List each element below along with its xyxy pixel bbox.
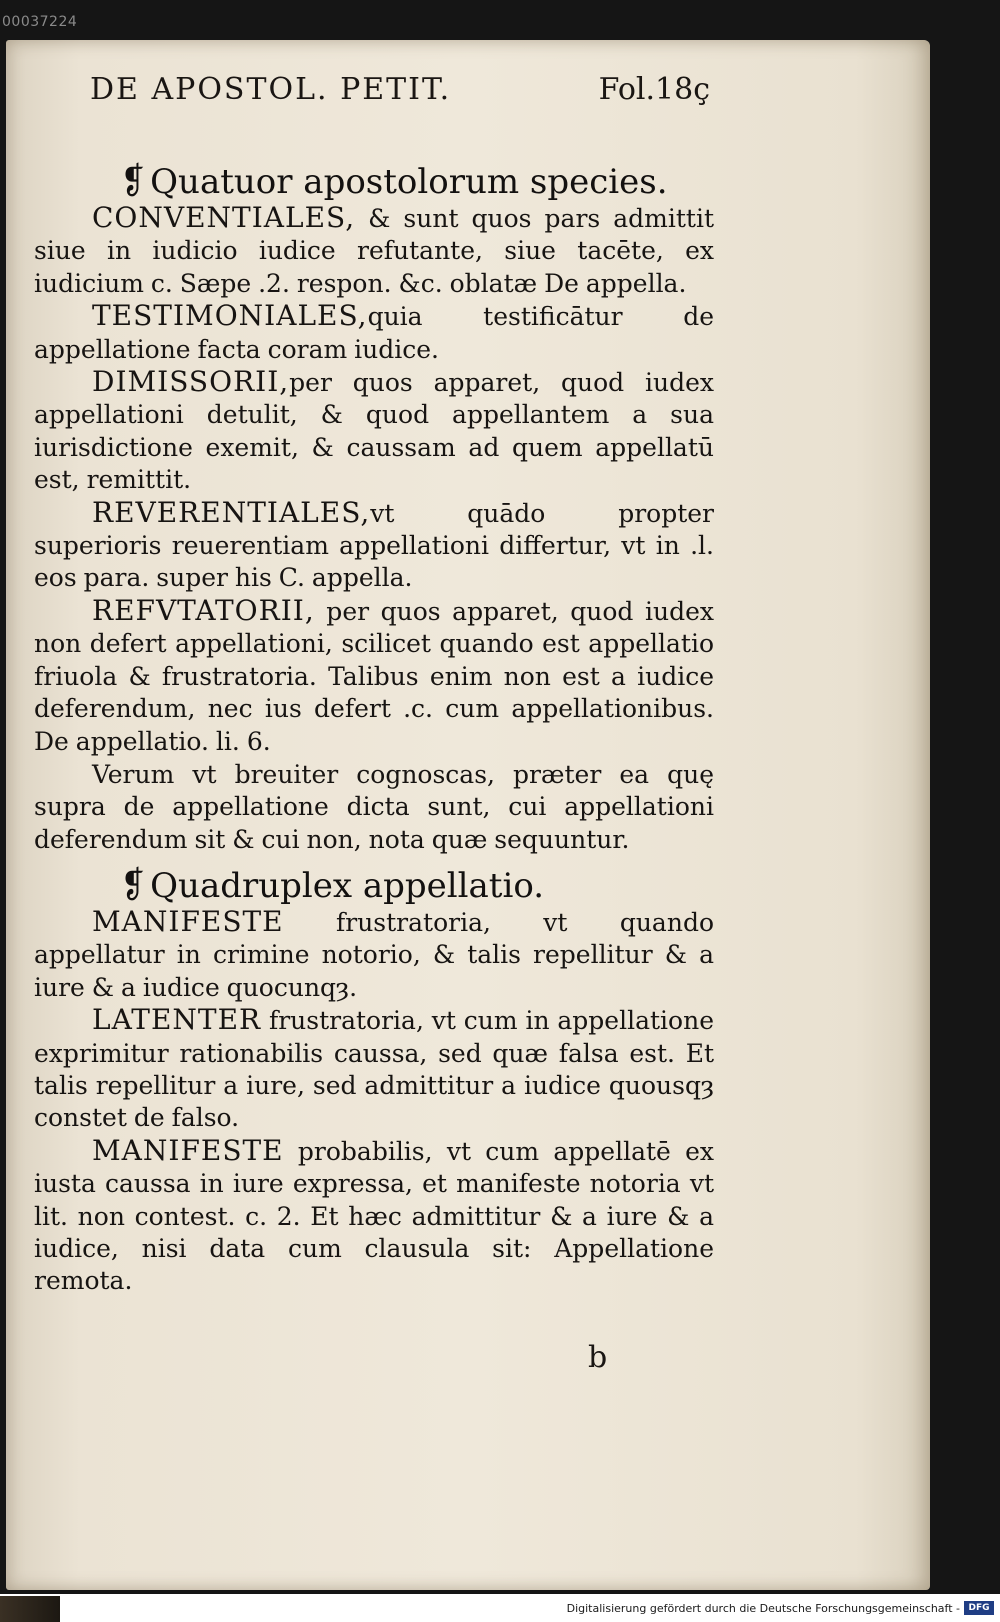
- entry-manifeste-frustratoria: [34, 906, 714, 1004]
- entry-verum: [34, 758, 714, 856]
- running-head-title: DE APOSTOL. PETIT.: [90, 72, 452, 107]
- section-heading-text: Quatuor apostolorum species.: [150, 162, 668, 202]
- footer-credit: Digitalisierung gefördert durch die Deutsche Forschungsgemeinschaft -: [566, 1602, 960, 1615]
- entry-term: REVERENTIALES,: [92, 495, 371, 529]
- entry-text: quia testificātur de appellatione facta coram iudice.: [34, 302, 714, 364]
- entry-term: LATENTER: [92, 1003, 262, 1037]
- entry-manifeste-probabilis: [34, 1135, 714, 1298]
- entry-text: & sunt quos pars admittit siue in iudicio iudice refutante, siue tacēte, ex iudicium c. Sæpe .2. respon. &c. oblatæ De appella.: [34, 204, 714, 298]
- signature-mark: b: [588, 1340, 608, 1375]
- pilcrow-icon: ❡: [121, 161, 146, 202]
- entry-text: per quos apparet, quod iudex appellationi detulit, & quod appellantem a sua iurisdictione exemit, & caussam ad quem appellatū est, remittit.: [34, 368, 714, 495]
- section-quadruplex-appellatio: [34, 866, 714, 1298]
- folio-number: Fol.18ç: [598, 72, 710, 107]
- section-apostolorum-species: [34, 162, 714, 856]
- entry-term: TESTIMONIALES,: [92, 299, 368, 333]
- entry-text: probabilis, vt cum appellatē ex iusta caussa in iure expressa, et manifeste notoria vt lit. non contest. c. 2. Et hæc admittitur & a iure & a iudice, nisi data cum clausula sit: Appellatione remota.: [34, 1136, 714, 1296]
- entry-term: MANIFESTE: [92, 1133, 284, 1167]
- spine-edge: [0, 1596, 60, 1622]
- dfg-logo: DFG: [964, 1601, 994, 1615]
- entry-text: vt quādo propter superioris reuerentiam appellationi differtur, vt in .l. eos para. super his C. appella.: [34, 498, 714, 593]
- entry-testimoniales: [34, 300, 714, 366]
- section-heading: [34, 866, 714, 906]
- entry-text: per quos apparet, quod iudex non defert appellationi, scilicet quando est appellatio friuola & frustratoria. Talibus enim non est a iudice deferendum, nec ius defert .c. cum appellationibus. De appellatio. li. 6.: [34, 596, 714, 756]
- entry-text: frustratoria, vt cum in appellatione exprimitur rationabilis caussa, sed quæ falsa est. Et talis repellitur a iure, sed admittitur a iudice quousqȝ constet de falso.: [34, 1006, 714, 1133]
- section-heading: [34, 162, 714, 202]
- digitization-footer: [0, 1594, 1000, 1622]
- entry-refutatorii: [34, 595, 714, 758]
- entry-term: CONVENTIALES,: [92, 201, 356, 234]
- entry-reverentiales: [34, 497, 714, 595]
- entry-text: frustratoria, vt quando appellatur in crimine notorio, & talis repellitur & a iure & a iudice quocunqȝ.: [34, 908, 714, 1002]
- entry-latenter-frustratoria: [34, 1004, 714, 1135]
- entry-term: DIMISSORII,: [92, 365, 290, 399]
- entry-term: REFVTATORII,: [92, 593, 315, 627]
- scan-id-label: 00037224: [2, 14, 78, 30]
- pilcrow-icon: ❡: [121, 865, 146, 906]
- entry-term: MANIFESTE: [92, 905, 284, 938]
- entry-text: Verum vt breuiter cognoscas, præter ea quę supra de appellatione dicta sunt, cui appellationi deferendum sit & cui non, nota quæ sequuntur.: [34, 759, 714, 854]
- entry-dimissorii: [34, 366, 714, 497]
- entry-conventiales: [34, 202, 714, 300]
- section-heading-text: Quadruplex appellatio.: [150, 866, 545, 906]
- running-head: [90, 72, 710, 122]
